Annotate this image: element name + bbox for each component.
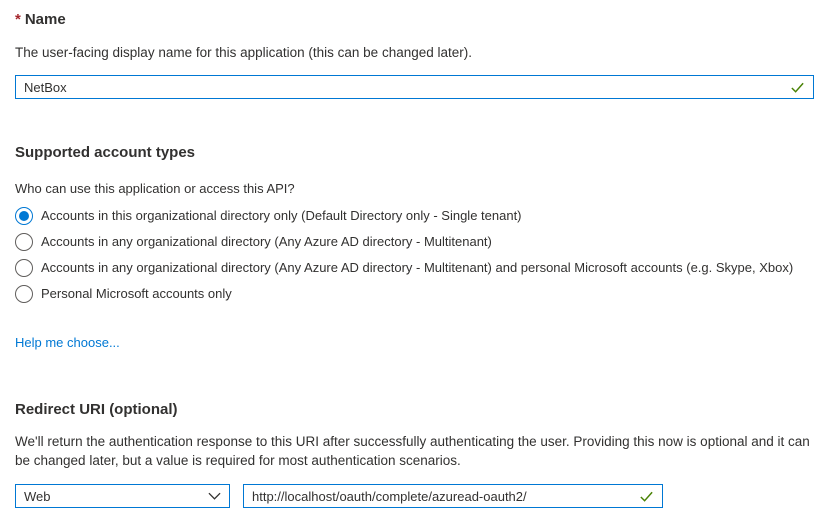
radio-option-personal-only[interactable] bbox=[15, 285, 814, 303]
radio-indicator bbox=[15, 285, 33, 303]
redirect-uri-row bbox=[15, 484, 814, 508]
radio-option-single-tenant[interactable] bbox=[15, 207, 814, 225]
name-input[interactable] bbox=[15, 75, 814, 99]
platform-dropdown[interactable] bbox=[15, 484, 230, 508]
redirect-uri-input[interactable] bbox=[243, 484, 663, 508]
name-field-label bbox=[15, 10, 814, 30]
valid-check-icon bbox=[639, 489, 654, 504]
chevron-down-icon bbox=[208, 492, 221, 500]
help-me-choose-link[interactable]: Help me choose... bbox=[15, 335, 120, 350]
account-types-heading: Supported account types bbox=[15, 144, 196, 161]
required-asterisk: * bbox=[15, 11, 21, 28]
radio-label: Accounts in any organizational directory (Any Azure AD directory - Multitenant) bbox=[41, 234, 492, 249]
radio-label: Accounts in this organizational directory only (Default Directory only - Single tenant) bbox=[41, 208, 522, 223]
radio-indicator bbox=[15, 233, 33, 251]
redirect-uri-heading: Redirect URI (optional) bbox=[15, 401, 178, 418]
radio-label: Accounts in any organizational directory (Any Azure AD directory - Multitenant) and personal Microsoft accounts (e.g. Skype, Xbox) bbox=[41, 260, 794, 275]
radio-option-multitenant-personal[interactable] bbox=[15, 259, 814, 277]
account-types-radio-group bbox=[15, 207, 814, 303]
name-label-text: Name bbox=[24, 11, 66, 28]
radio-option-multitenant[interactable] bbox=[15, 233, 814, 251]
radio-indicator bbox=[15, 207, 33, 225]
platform-dropdown-value: Web bbox=[24, 488, 51, 504]
valid-check-icon bbox=[790, 80, 805, 95]
redirect-uri-value: http://localhost/oauth/complete/azuread-oauth2/ bbox=[252, 488, 527, 504]
name-field-description: The user-facing display name for this application (this can be changed later). bbox=[15, 45, 472, 60]
account-types-question: Who can use this application or access this API? bbox=[15, 181, 295, 196]
name-input-value: NetBox bbox=[24, 79, 67, 95]
radio-indicator bbox=[15, 259, 33, 277]
radio-label: Personal Microsoft accounts only bbox=[41, 286, 232, 301]
redirect-uri-description: We'll return the authentication response to this URI after successfully authenticating the user. Providing this now is optional and it can be changed later, but a value is required for most authentication scenarios. bbox=[15, 434, 810, 468]
